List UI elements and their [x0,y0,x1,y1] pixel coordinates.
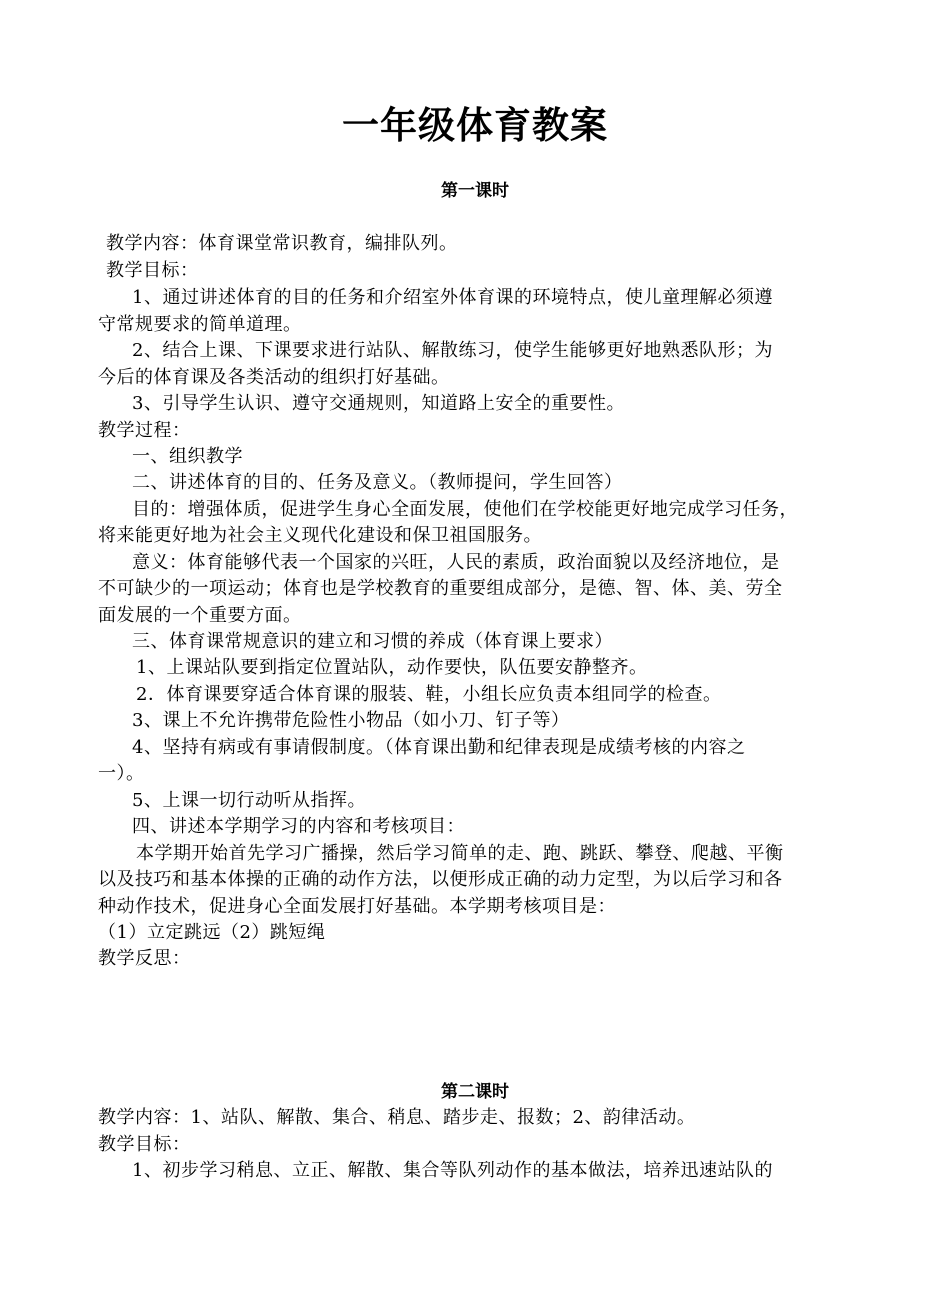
lesson-1-line: 5、上课一切行动听从指挥。 [132,790,366,811]
lesson-1-line: （1）立定跳远（2）跳短绳 [98,922,326,943]
lesson-1-line: 3、课上不允许携带危险性小物品（如小刀、钉子等） [132,710,570,731]
lesson-1-line: 教学反思： [98,948,191,969]
lesson-1-line: 1、通过讲述体育的目的任务和介绍室外体育课的环境特点，使儿童理解必须遵 [132,287,773,308]
lesson-1-line: 1、上课站队要到指定位置站队，动作要快，队伍要安静整齐。 [136,657,648,678]
lesson-1-line: 教学内容：体育课堂常识教育，编排队列。 [106,233,458,254]
lesson-1-heading: 第一课时 [441,181,509,201]
document-title: 一年级体育教案 [342,103,608,147]
lesson-1-line: 面发展的一个重要方面。 [98,605,302,626]
lesson-2-line: 教学目标： [98,1134,191,1155]
lesson-1-line: 不可缺少的一项运动；体育也是学校教育的重要组成部分，是德、智、体、美、劳全 [98,578,783,599]
lesson-1-line: 一、组织教学 [132,446,243,467]
lesson-2-line: 教学内容：1、站队、解散、集合、稍息、踏步走、报数；2、韵律活动。 [98,1107,696,1128]
lesson-1-line: 2、结合上课、下课要求进行站队、解散练习，使学生能够更好地熟悉队形；为 [132,340,773,361]
lesson-1-line: 四、讲述本学期学习的内容和考核项目： [132,816,465,837]
lesson-2-line: 1、初步学习稍息、立正、解散、集合等队列动作的基本做法，培养迅速站队的 [132,1160,773,1181]
lesson-1-line: 今后的体育课及各类活动的组织打好基础。 [98,367,450,388]
lesson-1-line: 一）。 [98,763,145,784]
lesson-1-line: 守常规要求的简单道理。 [98,314,302,335]
lesson-1-line: 2．体育课要穿适合体育课的服装、鞋，小组长应负责本组同学的检查。 [136,684,722,705]
lesson-1-line: 意义：体育能够代表一个国家的兴旺，人民的素质，政治面貌以及经济地位，是 [132,552,780,573]
lesson-1-line: 以及技巧和基本体操的正确的动作方法，以便形成正确的动力定型，为以后学习和各 [98,869,783,890]
lesson-1-line: 种动作技术，促进身心全面发展打好基础。本学期考核项目是： [98,896,616,917]
lesson-2-heading: 第二课时 [441,1082,509,1102]
lesson-1-line: 三、体育课常规意识的建立和习惯的养成（体育课上要求） [132,631,613,652]
lesson-1-line: 本学期开始首先学习广播操，然后学习简单的走、跑、跳跃、攀登、爬越、平衡 [136,843,784,864]
lesson-1-line: 二、讲述体育的目的、任务及意义。（教师提问，学生回答） [132,472,623,493]
lesson-1-line: 目的：增强体质，促进学生身心全面发展，使他们在学校能更好地完成学习任务， [132,499,798,520]
lesson-1-line: 教学目标： [106,260,199,281]
lesson-1-line: 教学过程： [98,420,191,441]
lesson-1-line: 3、引导学生认识、遵守交通规则，知道路上安全的重要性。 [132,393,625,414]
lesson-1-line: 将来能更好地为社会主义现代化建设和保卫祖国服务。 [98,525,542,546]
lesson-1-line: 4、坚持有病或有事请假制度。（体育课出勤和纪律表现是成绩考核的内容之 [132,737,746,758]
